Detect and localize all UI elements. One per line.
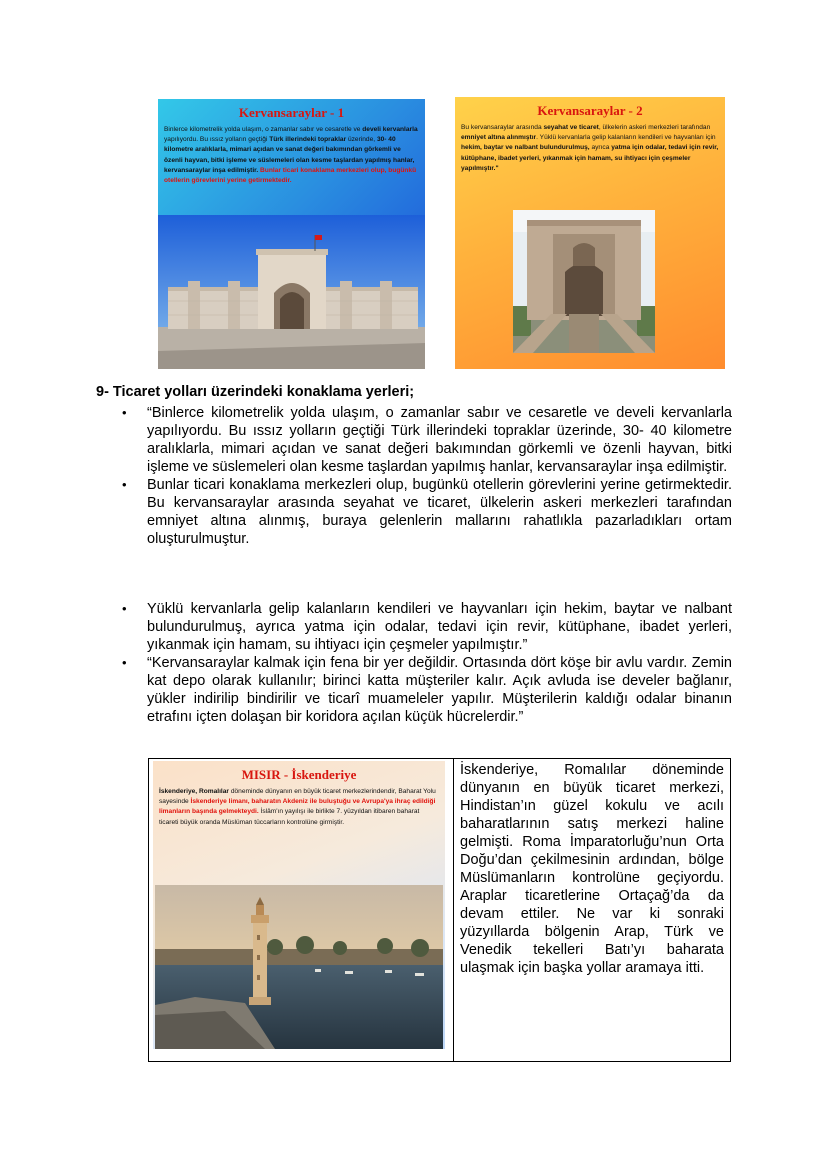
bullet-text: Yüklü kervanlarla gelip kalanların kendileri ve hayvanları için hekim, baytar ve nalbant bulundurulmuş, ayrıca yatma için odalar, tedavi için revir, kütüphane, ibadet yerleri, yıkanmak için hamam, su ihtiyacı için çeşmeler yapılmıştır.” [147,601,732,653]
text-run: 30- 40 kilometre aralıklarla, mimari açıdan ve sanat değeri bakımından görkemli ve özenli hayvan, bitki işleme ve süslemeleri olan kesme taşlardan yapılmış hanlar, kervansaraylar inşa edilmiştir. [164,136,415,174]
text-run: develi kervanlarla [362,126,418,133]
text-run: İskenderiye limanı, baharatın Akdeniz ile buluştuğu ve Avrupa'ya ihraç edildiği limanların başında gelmekteydi. [159,798,436,816]
list-item [112,476,732,548]
bullet-symbol: • [122,655,127,670]
text-run: , ülkelerin askeri merkezleri tarafından [598,124,711,131]
text-run: seyahat ve ticaret [543,124,599,131]
iskenderiye-description: İskenderiye, Romalılar döneminde dünyanın en büyük ticaret merkezi, Hindistan’ın güzel kokulu ve acılı baharatlarının satış merkezi haline gelmişti. Roma İmparatorluğu’nun Orta Doğu’dan çekilmesinin ardından, bölge Müslümanların kontrolüne geçiyordu. Araplar ticaretlerine Ortaçağ’da da devam ettiler. Ne var ki sonraki yüzyıllarda bölgenin Arap, Türk ve Venedik tekelleri Batı’yı baharata ulaşmak için başka yollar aramaya itti. [460,762,724,976]
list-item [112,404,732,476]
sultanhani-caravanserai-photo [158,215,425,369]
list-item [112,654,732,726]
text-run: . Yüklü kervanlarla gelip kalanların kendileri ve hayvanları için [536,134,716,142]
text-run: hekim, baytar ve nalbant bulundurulmuş, [461,144,590,152]
bullet-symbol: • [122,405,127,420]
bullet-symbol: • [122,601,127,616]
text-run: Türk illerindeki topraklar [269,136,347,144]
text-run: İslâm'ın yayılışı ile birlikte 7. yüzyıldan itibaren baharat ticareti büyük oranda Müslüman tüccarların kontrolüne girmiştir. [159,808,420,826]
section-heading: 9- Ticaret yolları üzerindeki konaklama yerleri; [96,384,415,400]
text-run: emniyet altına alınmıştır [461,134,537,142]
bullet-symbol: • [122,477,127,492]
alexandria-lighthouse-photo [155,885,443,1049]
iskenderiye-card [153,761,445,1049]
text-run: ayrıca [589,144,612,152]
bullet-text: Bunlar ticari konaklama merkezleri olup, bugünkü otellerin görevlerini yerine getirmektedir. Bu kervansaraylar arasında seyahat ve ticaret, ülkelerin askeri merkezleri tarafından emniyet altına alınmış, buraya gelenlerin mallarını rahatlıkla pazarladıkları ortam oluşturulmuştur. [147,477,732,547]
text-run: Bunlar ticari konaklama merkezleri olup, bugünkü otellerin görevlerini yerine getirmektedir. [164,166,417,185]
caravanserai-courtyard-photo [513,210,655,353]
text-run: üzerinde, [346,136,377,144]
list-item [112,600,732,654]
card-3-text [159,787,439,828]
text-run: Binlerce kilometrelik yolda ulaşım, o zamanlar sabır ve cesaretle ve [164,126,363,133]
kervansaray-card-2 [455,97,725,369]
card-1-text [164,125,419,186]
bullet-text: “Binlerce kilometrelik yolda ulaşım, o zamanlar sabır ve cesaretle ve develi kervanlarla yapılıyordu. Bu ıssız yolların geçtiği Türk illerindeki topraklar üzerinde, 30- 40 kilometre aralıklarla, mimari açıdan ve sanat değeri bakımından görkemli ve özenli hayvan, bitki işleme ve süslemeleri olan kesme taşlardan yapılmış hanlar, kervansaraylar inşa edilmiştir. [147,405,732,475]
bullet-list-1 [112,404,732,548]
bullet-text: “Kervansaraylar kalmak için fena bir yer değildir. Ortasında dört köşe bir avlu vardır. Zemin kat depo olarak kullanılır; birinci katta müşteriler kalır. Açık avluda ise develer bağlanır, yükler indirilip bindirilir ve ticarî muameleler yapılır. Müşterilerin kaldığı odalar binanın etrafını içten dolaşan bir koridora açılan küçük hücrelerdir.” [147,655,732,725]
text-run: döneminde dünyanın en büyük ticaret merkezlerindendir, Baharat Yolu sayesinde [159,788,436,806]
card-2-title: Kervansaraylar - 2 [537,103,643,118]
card-1-title: Kervansaraylar - 1 [238,105,345,120]
info-table-divider [453,758,454,1062]
card-3-title: MISIR - İskenderiye [241,767,357,782]
bullet-list-2 [112,600,732,726]
text-run: yapılıyordu. Bu ıssız yolların geçtiği [164,136,270,144]
text-run: yatma için odalar, tedavi için revir, kütüphane, ibadet yerleri, yıkanmak için hamam, su ihtiyacı için çeşmeler yapılmıştır." [461,144,719,172]
card-2-text [461,123,719,174]
kervansaray-card-1 [158,99,425,369]
text-run: İskenderiye, Romalılar [159,788,230,795]
text-run: Bu kervansaraylar arasında [461,124,544,131]
